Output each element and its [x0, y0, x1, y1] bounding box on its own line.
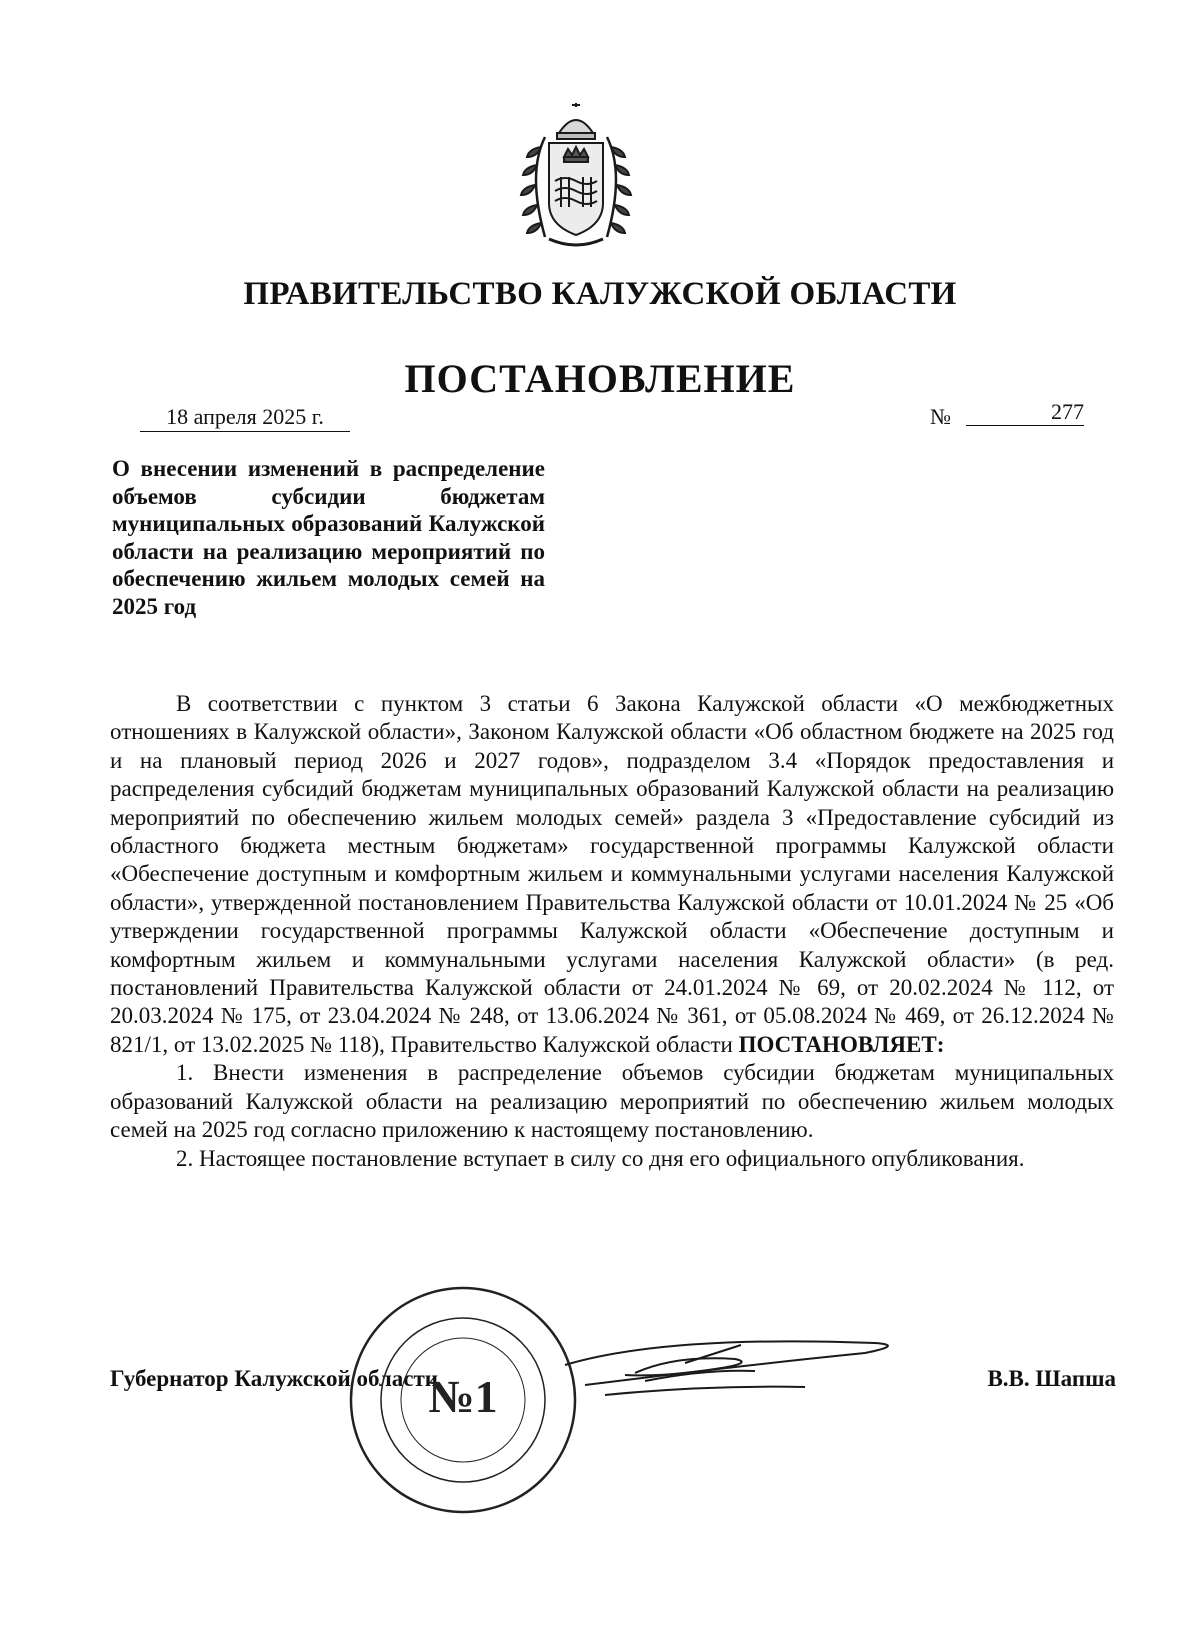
document-date: 18 апреля 2025 г. — [140, 404, 350, 432]
document-type-title: ПОСТАНОВЛЕНИЕ — [404, 356, 796, 401]
document-number: 277 — [966, 399, 1084, 426]
seal-number: №1 — [428, 1371, 498, 1422]
item-2-paragraph: 2. Настоящее постановление вступает в силу со дня его официального опубликования. — [176, 1145, 1025, 1171]
coat-of-arms-icon — [519, 103, 633, 253]
signatory-position: Губернатор Калужской области — [110, 1366, 439, 1391]
item-1-paragraph: 1. Внести изменения в распределение объемов субсидии бюджетам муниципальных образований Калужской области на реализацию мероприятий по обеспечению жильем молодых семей на 2025 год согласно приложению к настоящему постановлению. — [110, 1060, 1114, 1143]
organization-title: ПРАВИТЕЛЬСТВО КАЛУЖСКОЙ ОБЛАСТИ — [243, 276, 957, 312]
document-body — [110, 690, 1114, 1173]
number-label: № — [930, 404, 951, 429]
preamble-text: В соответствии с пунктом 3 статьи 6 Закона Калужской области «О межбюджетных отношениях в Калужской области», Законом Калужской области «Об областном бюджете на 2025 год и на плановый период 2026 и 2027 годов», подразделом 3.4 «Порядок предоставления и распределения субсидий бюджетам муниципальных образований Калужской области на реализацию мероприятий по обеспечению жильем молодых семей» раздела 3 «Предоставление субсидий из областного бюджета местным бюджетам» государственной программы Калужской области «Обеспечение доступным и комфортным жильем и коммунальными услугами населения Калужской области», утвержденной постановлением Правительства Калужской области от 10.01.2024 № 25 «Об утверждении государственной программы Калужской области «Обеспечение доступным и комфортным жильем и коммунальными услугами населения Калужской области» (в ред. постановлений Правительства Калужской области от 24.01.2024 № 69, от 20.02.2024 № 112, от 20.03.2024 № 175, от 23.04.2024 № 248, от 13.06.2024 № 361, от 05.08.2024 № 469, от 26.12.2024 № 821/1, от 13.02.2025 № 118), Правительство Калужской области — [110, 691, 1114, 1057]
signatory-name: В.В. Шапша — [987, 1366, 1116, 1391]
resolves-keyword: ПОСТАНОВЛЯЕТ: — [738, 1031, 945, 1057]
handwritten-signature — [545, 1325, 965, 1415]
document-subject: О внесении изменений в распределение объемов субсидии бюджетам муниципальных образований Калужской области на реализацию мероприятий по обеспечению жильем молодых семей на 2025 год — [112, 456, 545, 619]
preamble-paragraph — [110, 690, 1114, 1059]
